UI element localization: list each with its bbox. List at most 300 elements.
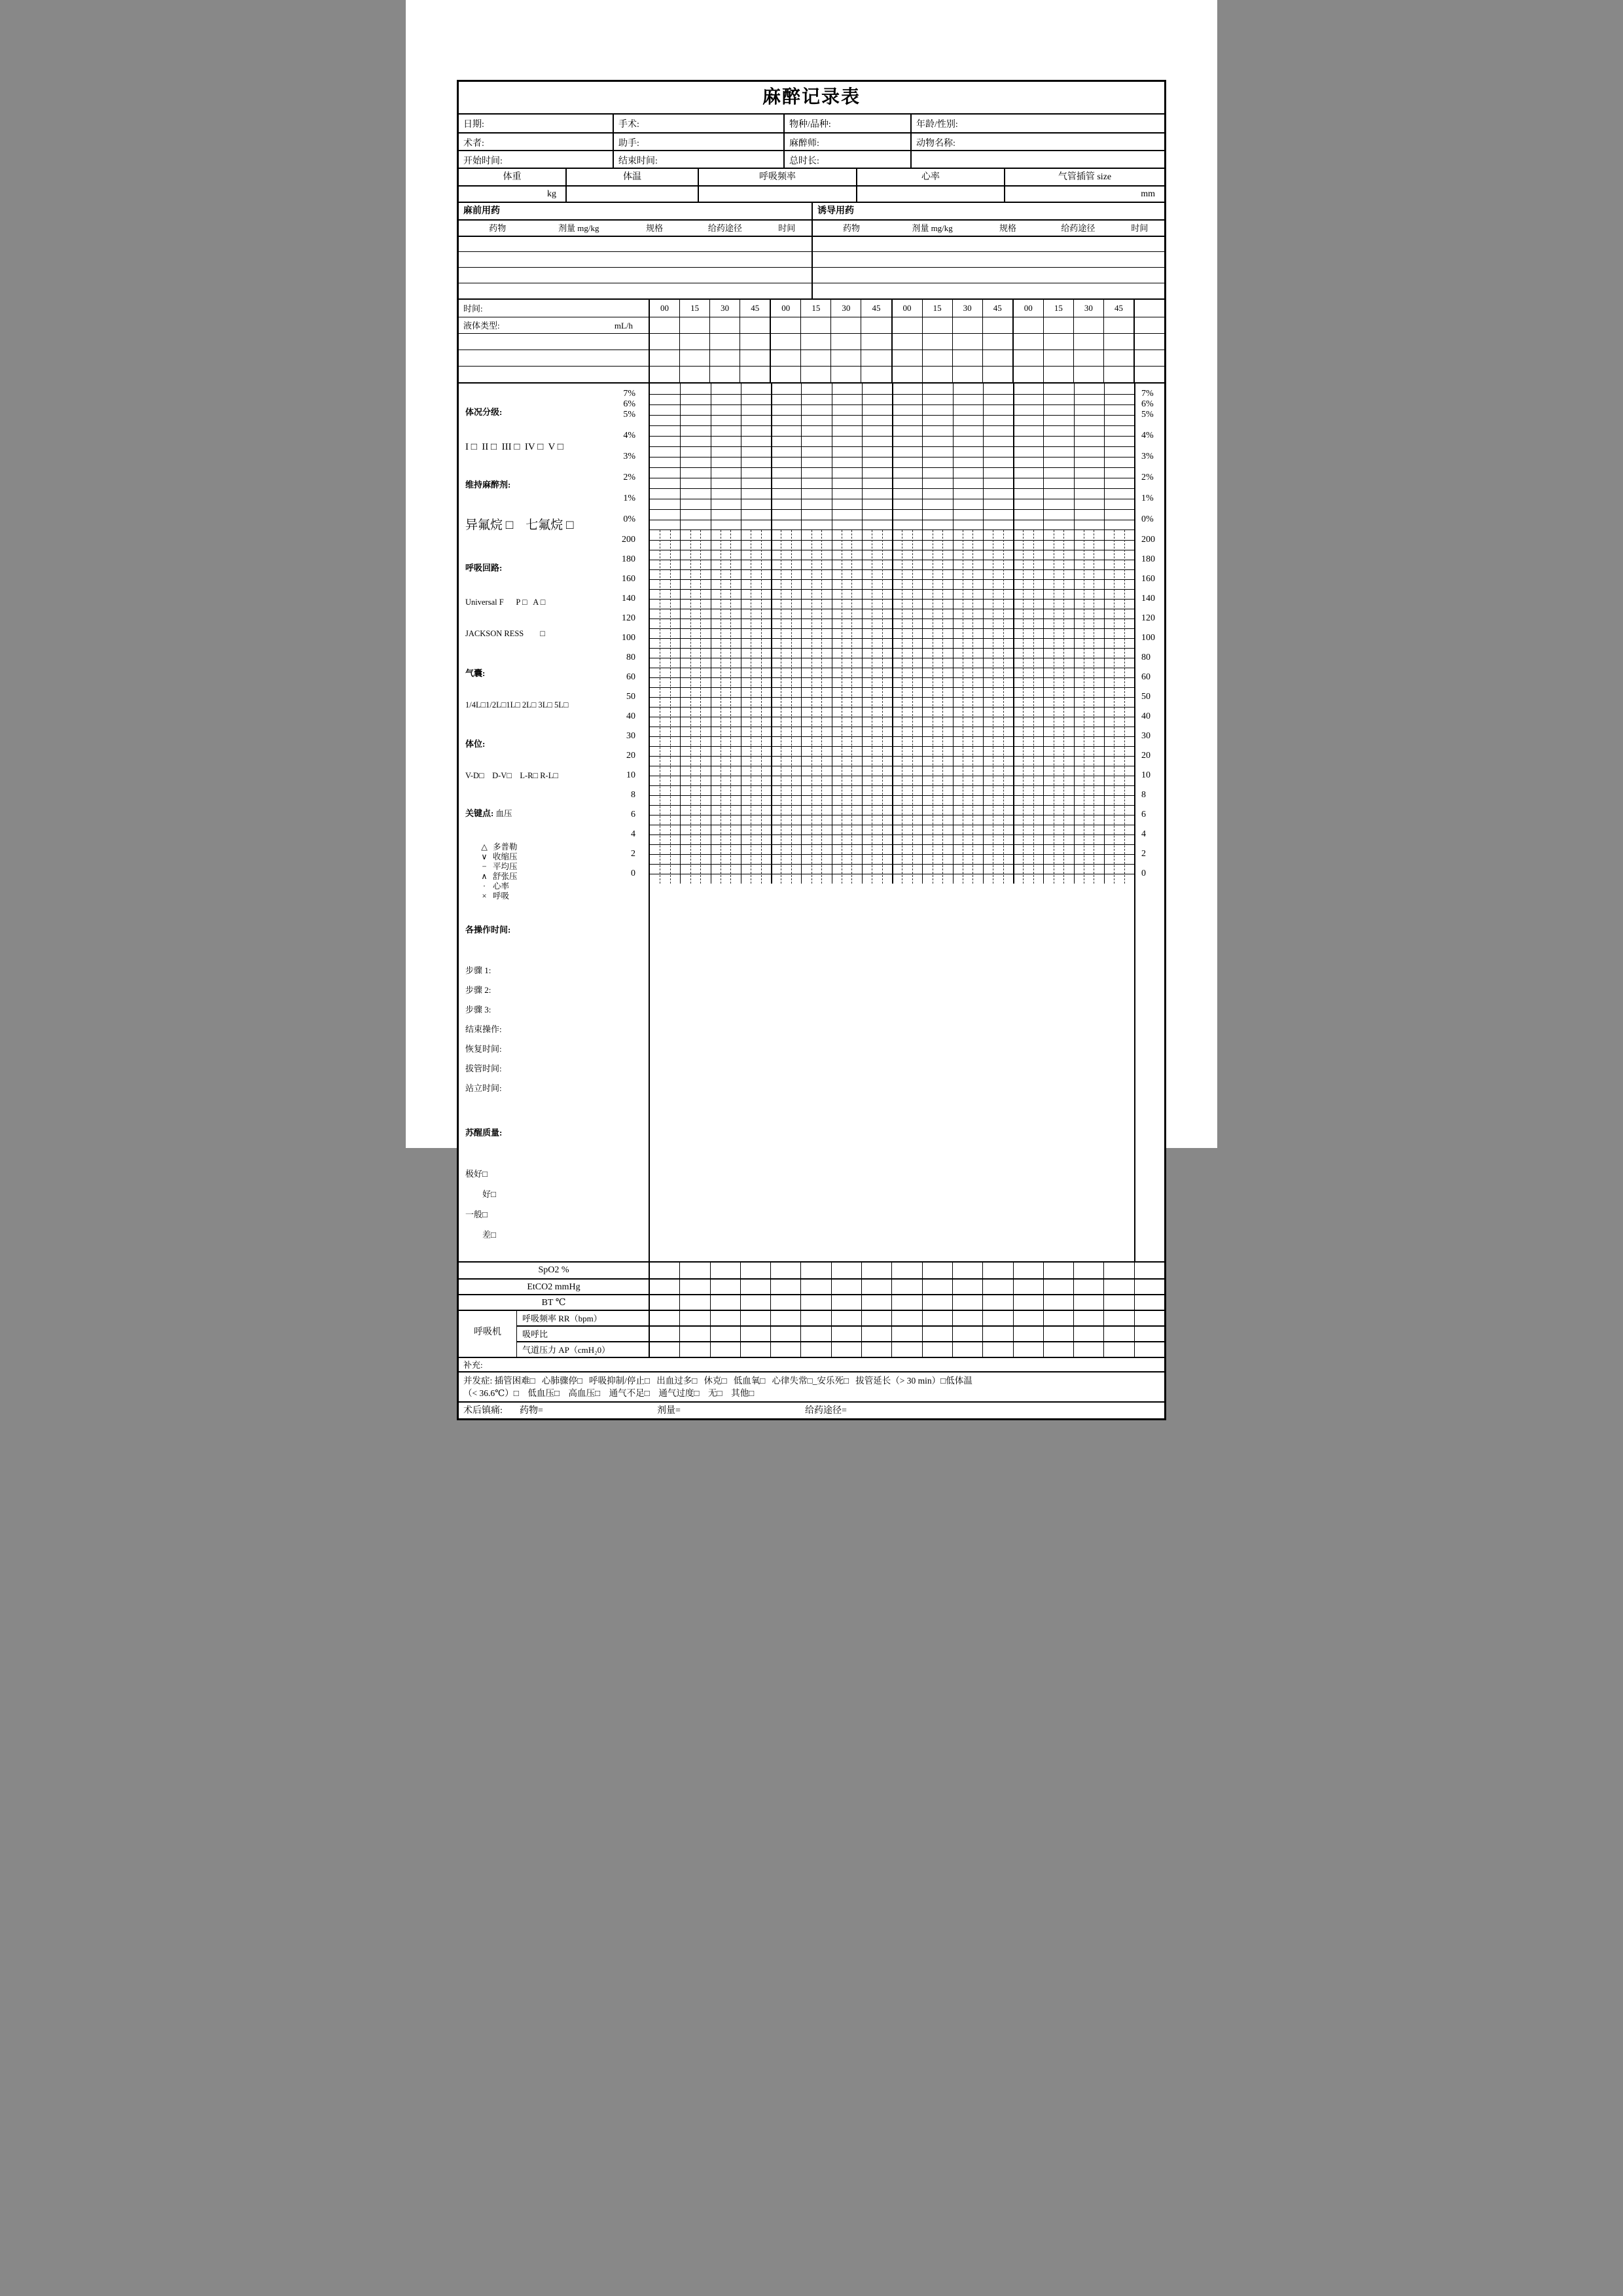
body-position-checkboxes[interactable]: V-D□ D-V□ L-R□ R-L□ — [465, 771, 558, 780]
monitor-value-cell[interactable] — [1043, 1295, 1073, 1310]
right-axis-value: 30 — [1141, 731, 1150, 741]
info-field-cell[interactable] — [459, 150, 613, 168]
info-field-cell[interactable] — [613, 150, 783, 168]
monitor-value-cell[interactable] — [1103, 1295, 1133, 1310]
induction-entry-cell[interactable] — [812, 268, 1164, 283]
grid-entry-cell[interactable] — [861, 350, 891, 366]
monitor-value-cell[interactable] — [891, 1327, 921, 1341]
maintenance-anesthetic-label: 维持麻醉剂: — [465, 480, 511, 490]
grid-entry-cell[interactable] — [891, 367, 922, 382]
monitor-value-cell[interactable] — [770, 1295, 800, 1310]
body-position-label: 体位: — [465, 739, 486, 749]
chart-five-min-dash-line — [1124, 530, 1125, 884]
grid-entry-cell[interactable] — [650, 334, 679, 350]
right-axis-value: 160 — [1141, 574, 1155, 584]
right-axis-value: 2% — [1141, 473, 1154, 482]
monitor-value-cell[interactable] — [710, 1295, 740, 1310]
monitor-value-cell[interactable] — [831, 1280, 861, 1294]
vital-value-cell[interactable]: mm — [1004, 185, 1164, 202]
left-axis-value: 8 — [631, 790, 635, 800]
percent-grid-column-line — [953, 384, 954, 529]
complications-line1[interactable]: 并发症: 插管困难□ 心肺骤停□ 呼吸抑制/停止□ 出血过多□ 休克□ 低血氧□ 心律失常□_安乐死□ 拔管延长（> 30 min）□低体温 — [463, 1376, 972, 1386]
monitor-value-cell[interactable] — [1043, 1311, 1073, 1325]
grid-entry-cell[interactable] — [922, 367, 952, 382]
monitor-value-cell[interactable] — [891, 1263, 921, 1278]
monitor-value-cell[interactable] — [891, 1342, 921, 1357]
percent-grid-column-line — [801, 384, 802, 529]
monitor-value-cell[interactable] — [1043, 1263, 1073, 1278]
maintenance-anesthetic-checkboxes[interactable]: 异氟烷 □ 七氟烷 □ — [465, 518, 574, 532]
monitor-row — [459, 1294, 1164, 1310]
monitor-value-cell[interactable] — [770, 1311, 800, 1325]
vital-value-cell[interactable]: kg — [459, 185, 565, 202]
monitor-value-cell[interactable] — [1073, 1327, 1103, 1341]
monitor-values-table — [459, 1261, 1164, 1357]
complications-row[interactable] — [459, 1371, 1164, 1401]
monitor-value-cell[interactable] — [770, 1342, 800, 1357]
monitor-value-cell[interactable] — [679, 1311, 709, 1325]
monitor-value-cell[interactable] — [650, 1263, 679, 1278]
time-header-cell — [1133, 300, 1164, 317]
time-header-cell: 30 — [709, 300, 740, 317]
grid-entry-cell[interactable] — [709, 334, 740, 350]
grid-entry-cell[interactable] — [650, 317, 679, 333]
monitor-value-cell[interactable] — [1043, 1280, 1073, 1294]
analgesia-drug-field[interactable]: 药物= — [520, 1406, 543, 1416]
vital-value-cell[interactable] — [565, 185, 698, 202]
medication-entry-rows — [459, 236, 1164, 298]
ventilator-param-label: 气道压力 AP（cmH₂0） — [517, 1341, 650, 1357]
grid-entry-cell[interactable] — [830, 334, 861, 350]
monitor-value-cell[interactable] — [982, 1342, 1012, 1357]
chart-five-min-dash-line — [761, 530, 762, 884]
monitor-value-cell[interactable] — [922, 1327, 952, 1341]
premed-entry-cell[interactable] — [459, 237, 812, 251]
grid-entry-cell[interactable] — [1012, 317, 1043, 333]
left-axis-value: 2 — [631, 849, 635, 859]
monitor-value-cell[interactable] — [740, 1327, 770, 1341]
monitor-value-cell[interactable] — [831, 1295, 861, 1310]
grid-entry-cell[interactable] — [650, 367, 679, 382]
induction-entry-cell[interactable] — [812, 283, 1164, 298]
time-header-cell: 30 — [830, 300, 861, 317]
recovery-quality-label: 苏醒质量: — [465, 1128, 503, 1138]
analgesia-dose-field[interactable]: 剂量= — [657, 1406, 681, 1416]
grid-entry-cell[interactable] — [922, 350, 952, 366]
monitor-value-cell[interactable] — [982, 1295, 1012, 1310]
monitor-value-cell[interactable] — [740, 1280, 770, 1294]
grid-entry-cell[interactable] — [800, 367, 830, 382]
monitor-row-cells — [650, 1310, 1164, 1325]
monitor-value-cell[interactable] — [982, 1263, 1012, 1278]
time-header-cell: 15 — [679, 300, 709, 317]
grid-entry-cell[interactable] — [1012, 367, 1043, 382]
grid-entry-cell[interactable] — [1133, 334, 1164, 350]
monitor-value-cell[interactable] — [710, 1311, 740, 1325]
quality-checkbox-option[interactable]: 一般□ — [465, 1210, 488, 1219]
monitor-value-cell[interactable] — [1103, 1342, 1133, 1357]
monitor-value-cell[interactable] — [952, 1263, 982, 1278]
monitor-value-cell[interactable] — [861, 1342, 891, 1357]
air-bag-checkboxes[interactable]: 1/4L□1/2L□1L□ 2L□ 3L□ 5L□ — [465, 700, 569, 709]
monitor-value-cell[interactable] — [650, 1311, 679, 1325]
monitor-value-cell[interactable] — [982, 1280, 1012, 1294]
left-axis-value: 50 — [626, 692, 635, 702]
right-axis-value: 60 — [1141, 672, 1150, 682]
grid-entry-cell[interactable] — [982, 334, 1012, 350]
grid-entry-cell[interactable] — [861, 317, 891, 333]
monitor-value-cell[interactable] — [1073, 1263, 1103, 1278]
legend-label: 平均压 — [493, 862, 518, 871]
monitor-value-cell[interactable] — [831, 1311, 861, 1325]
monitor-value-cell[interactable] — [1013, 1342, 1043, 1357]
monitor-value-cell[interactable] — [800, 1311, 830, 1325]
med-column-header: 剂量 mg/kg — [912, 223, 953, 233]
monitor-value-cell[interactable] — [710, 1280, 740, 1294]
grid-entry-cell[interactable] — [1012, 350, 1043, 366]
grid-entry-cell[interactable] — [922, 334, 952, 350]
chart-five-min-dash-line — [972, 530, 973, 884]
info-field-label: 总时长: — [789, 156, 819, 166]
percent-grid-column-line — [892, 384, 893, 529]
analgesia-route-field[interactable]: 给药途径= — [805, 1406, 847, 1416]
fluid-type-row — [459, 317, 1164, 333]
monitor-value-cell[interactable] — [831, 1263, 861, 1278]
monitor-value-cell[interactable] — [650, 1295, 679, 1310]
chart-grid-column-line — [771, 530, 772, 884]
chart-five-min-dash-line — [1114, 530, 1115, 884]
chart-five-min-dash-line — [1063, 530, 1064, 884]
monitor-value-cell[interactable] — [982, 1327, 1012, 1341]
info-field-cell[interactable] — [910, 150, 1164, 168]
operation-step-label: 步骤 3: — [465, 1005, 491, 1014]
grid-entry-cell[interactable] — [1043, 367, 1073, 382]
monitor-value-cell[interactable] — [679, 1280, 709, 1294]
percent-grid-column-line — [1013, 384, 1014, 529]
right-axis-value: 4% — [1141, 431, 1154, 440]
ventilator-row — [459, 1310, 1164, 1325]
grid-entry-cell[interactable] — [1043, 317, 1073, 333]
premed-entry-cell[interactable] — [459, 283, 812, 298]
legend-symbol: ∧ — [481, 872, 488, 881]
monitor-value-cell[interactable] — [679, 1263, 709, 1278]
monitor-value-cell[interactable] — [800, 1327, 830, 1341]
monitor-value-cell[interactable] — [1073, 1311, 1103, 1325]
monitor-value-cell[interactable] — [1103, 1327, 1133, 1341]
grid-entry-cell[interactable] — [679, 317, 709, 333]
vital-value-cell[interactable] — [698, 185, 856, 202]
monitor-value-cell[interactable] — [922, 1280, 952, 1294]
monitor-value-cell[interactable] — [952, 1342, 982, 1357]
grid-entry-cell[interactable] — [1103, 367, 1133, 382]
med-column-header: 给药途径 — [707, 223, 742, 233]
grid-entry-cell[interactable] — [709, 367, 740, 382]
monitor-value-cell[interactable] — [1134, 1295, 1164, 1310]
circuit-jackson-checkbox[interactable]: JACKSON RESS □ — [465, 629, 545, 638]
quality-checkbox-option[interactable]: 极好□ — [465, 1169, 488, 1179]
supplement-row[interactable]: 补充: — [459, 1357, 1164, 1371]
monitor-value-cell[interactable] — [740, 1311, 770, 1325]
grid-entry-cell[interactable] — [830, 317, 861, 333]
complications-line2[interactable]: （< 36.6℃）□ 低血压□ 高血压□ 通气不足□ 通气过度□ 无□ 其他□ — [463, 1388, 755, 1398]
chart-grid-column-line — [1013, 530, 1014, 884]
monitor-value-cell[interactable] — [740, 1342, 770, 1357]
monitor-value-cell[interactable] — [831, 1327, 861, 1341]
operation-step-label: 恢复时间: — [465, 1044, 502, 1054]
monitor-value-cell[interactable] — [952, 1295, 982, 1310]
vital-header-cell: 呼吸频率 — [698, 169, 856, 185]
fluid-entry-row-label — [459, 350, 650, 366]
legend-symbol: ∨ — [481, 852, 488, 861]
grid-entry-cell[interactable] — [1073, 350, 1103, 366]
grid-entry-cell[interactable] — [861, 334, 891, 350]
info-field-cell[interactable] — [783, 132, 910, 150]
monitor-value-cell[interactable] — [891, 1295, 921, 1310]
recovery-quality-checkboxes — [465, 1169, 649, 1240]
chart-five-min-dash-line — [730, 530, 731, 884]
grid-entry-cell[interactable] — [770, 334, 800, 350]
grid-entry-cell[interactable] — [830, 350, 861, 366]
grid-entry-cell[interactable] — [861, 367, 891, 382]
grid-entry-cell[interactable] — [982, 367, 1012, 382]
grid-entry-cell[interactable] — [952, 334, 982, 350]
operation-times-label: 各操作时间: — [465, 925, 511, 935]
monitor-value-cell[interactable] — [740, 1295, 770, 1310]
monitor-value-cell[interactable] — [952, 1280, 982, 1294]
grid-entry-cell[interactable] — [891, 317, 922, 333]
monitor-value-cell[interactable] — [710, 1327, 740, 1341]
grid-entry-cell[interactable] — [770, 367, 800, 382]
left-axis-value: 60 — [626, 672, 635, 682]
monitor-value-cell[interactable] — [770, 1280, 800, 1294]
time-fluid-grid — [459, 298, 1164, 382]
legend-label: 呼吸 — [493, 891, 510, 901]
monitor-value-cell[interactable] — [1043, 1342, 1073, 1357]
info-field-cell[interactable] — [459, 115, 613, 132]
grid-entry-cell[interactable] — [709, 317, 740, 333]
monitor-value-cell[interactable] — [1073, 1295, 1103, 1310]
monitor-value-cell[interactable] — [650, 1280, 679, 1294]
info-field-label: 助手: — [618, 139, 639, 149]
info-field-label: 术者: — [463, 139, 484, 149]
grid-entry-cell[interactable] — [1073, 334, 1103, 350]
grid-entry-cell[interactable] — [740, 367, 770, 382]
time-header-cell: 45 — [740, 300, 770, 317]
grid-entry-cell[interactable] — [709, 350, 740, 366]
monitor-value-cell[interactable] — [1013, 1311, 1043, 1325]
monitor-value-cell[interactable] — [861, 1280, 891, 1294]
monitor-value-cell[interactable] — [1134, 1342, 1164, 1357]
monitor-value-cell[interactable] — [1134, 1311, 1164, 1325]
right-axis-value: 180 — [1141, 554, 1155, 564]
grid-entry-cell[interactable] — [800, 334, 830, 350]
grid-entry-cell[interactable] — [1103, 317, 1133, 333]
monitor-value-cell[interactable] — [679, 1342, 709, 1357]
monitor-value-cell[interactable] — [952, 1311, 982, 1325]
percent-grid-column-line — [1104, 384, 1105, 529]
condition-grade-label: 体况分级: — [465, 407, 503, 417]
monitor-value-cell[interactable] — [770, 1263, 800, 1278]
operation-step-label: 站立时间: — [465, 1083, 502, 1093]
operation-step-lines — [465, 965, 649, 1094]
monitor-value-cell[interactable] — [861, 1311, 891, 1325]
chart-grid-column-line — [862, 530, 863, 884]
right-axis-value: 10 — [1141, 770, 1150, 780]
right-axis-value: 120 — [1141, 613, 1155, 623]
monitor-value-cell[interactable] — [1073, 1342, 1103, 1357]
anesthetic-percent-grid[interactable] — [650, 384, 1134, 530]
grid-entry-cell[interactable] — [770, 350, 800, 366]
grid-entry-cell[interactable] — [891, 334, 922, 350]
grid-entry-cell[interactable] — [891, 350, 922, 366]
monitor-value-cell[interactable] — [861, 1263, 891, 1278]
monitor-value-cell[interactable] — [1103, 1263, 1133, 1278]
analgesia-label: 术后镇痛: — [463, 1406, 503, 1416]
quality-checkbox-option[interactable]: 差□ — [482, 1230, 496, 1240]
monitor-value-cell[interactable] — [800, 1263, 830, 1278]
quality-checkbox-option[interactable]: 好□ — [482, 1189, 496, 1199]
grid-entry-cell[interactable] — [982, 350, 1012, 366]
grid-entry-cell[interactable] — [650, 350, 679, 366]
info-field-cell[interactable] — [459, 132, 613, 150]
left-axis-value: 2% — [623, 473, 635, 482]
monitor-value-cell[interactable] — [710, 1342, 740, 1357]
grid-entry-cell[interactable] — [1133, 367, 1164, 382]
circuit-universal-checkboxes[interactable]: Universal F P □ A □ — [465, 598, 546, 607]
fluid-entry-row-cells — [650, 367, 1164, 382]
left-axis-value: 160 — [622, 574, 635, 584]
grid-entry-cell[interactable] — [952, 317, 982, 333]
monitor-value-cell[interactable] — [922, 1263, 952, 1278]
monitor-value-cell[interactable] — [831, 1342, 861, 1357]
monitor-value-cell[interactable] — [891, 1311, 921, 1325]
monitor-value-cell[interactable] — [922, 1342, 952, 1357]
time-header-cell: 45 — [982, 300, 1012, 317]
monitor-value-cell[interactable] — [1134, 1280, 1164, 1294]
monitor-value-cell[interactable] — [861, 1327, 891, 1341]
medication-entry-row — [459, 251, 1164, 267]
right-axis-value: 0% — [1141, 514, 1154, 524]
postop-analgesia-row[interactable] — [459, 1401, 1164, 1418]
induction-entry-cell[interactable] — [812, 252, 1164, 267]
grid-entry-cell[interactable] — [952, 350, 982, 366]
grid-entry-cell[interactable] — [740, 334, 770, 350]
grid-entry-cell[interactable] — [770, 317, 800, 333]
grid-entry-cell[interactable] — [1133, 317, 1164, 333]
grid-entry-cell[interactable] — [740, 317, 770, 333]
grid-entry-cell[interactable] — [1043, 334, 1073, 350]
monitor-value-cell[interactable] — [1103, 1311, 1133, 1325]
operation-step-label: 步骤 2: — [465, 985, 491, 995]
info-field-cell[interactable] — [910, 132, 1164, 150]
monitor-value-cell[interactable] — [1013, 1295, 1043, 1310]
legend-label: 多普勒 — [493, 842, 518, 852]
monitor-value-cell[interactable] — [1103, 1280, 1133, 1294]
monitor-value-cell[interactable] — [800, 1280, 830, 1294]
monitor-value-cell[interactable] — [982, 1311, 1012, 1325]
info-field-cell[interactable] — [613, 132, 783, 150]
monitor-value-cell[interactable] — [952, 1327, 982, 1341]
info-field-label: 物种/品种: — [789, 120, 831, 130]
monitor-value-cell[interactable] — [1134, 1327, 1164, 1341]
right-axis-value: 140 — [1141, 594, 1155, 603]
grid-entry-cell[interactable] — [800, 317, 830, 333]
grid-entry-cell[interactable] — [679, 350, 709, 366]
monitor-value-cell[interactable] — [1013, 1327, 1043, 1341]
monitor-value-cell[interactable] — [650, 1327, 679, 1341]
monitor-value-cell[interactable] — [922, 1295, 952, 1310]
grid-entry-cell[interactable] — [1073, 367, 1103, 382]
grid-entry-cell[interactable] — [1012, 334, 1043, 350]
grid-entry-cell[interactable] — [1103, 350, 1133, 366]
grid-entry-cell[interactable] — [800, 350, 830, 366]
grid-entry-cell[interactable] — [679, 367, 709, 382]
monitor-value-cell[interactable] — [679, 1295, 709, 1310]
monitor-value-cell[interactable] — [679, 1327, 709, 1341]
grid-entry-cell[interactable] — [922, 317, 952, 333]
info-field-cell[interactable] — [910, 115, 1164, 132]
induction-entry-cell[interactable] — [812, 237, 1164, 251]
monitor-value-cell[interactable] — [800, 1342, 830, 1357]
grid-entry-cell[interactable] — [1073, 317, 1103, 333]
grid-entry-cell[interactable] — [1043, 350, 1073, 366]
condition-grade-checkboxes[interactable]: I □ II □ III □ IV □ V □ — [465, 442, 563, 452]
vitals-trend-grid[interactable] — [650, 530, 1134, 884]
med-column-header: 给药途径 — [1061, 223, 1096, 233]
monitor-value-cell[interactable] — [861, 1295, 891, 1310]
grid-entry-cell[interactable] — [982, 317, 1012, 333]
monitor-value-cell[interactable] — [922, 1311, 952, 1325]
monitor-value-cell[interactable] — [891, 1280, 921, 1294]
monitor-value-cell[interactable] — [1013, 1280, 1043, 1294]
monitor-value-cell[interactable] — [650, 1342, 679, 1357]
monitor-value-cell[interactable] — [1134, 1263, 1164, 1278]
operation-step-label: 结束操作: — [465, 1024, 502, 1034]
grid-entry-cell[interactable] — [830, 367, 861, 382]
monitor-value-cell[interactable] — [740, 1263, 770, 1278]
vital-value-cell[interactable] — [856, 185, 1004, 202]
medication-entry-row — [459, 236, 1164, 251]
medication-entry-row — [459, 267, 1164, 283]
ventilator-row — [459, 1325, 1164, 1341]
right-axis-scale — [1134, 384, 1164, 1261]
info-field-cell[interactable] — [783, 115, 910, 132]
grid-entry-cell[interactable] — [1103, 334, 1133, 350]
monitor-value-cell[interactable] — [800, 1295, 830, 1310]
left-axis-value: 200 — [622, 535, 635, 545]
air-bag-label: 气囊: — [465, 668, 486, 678]
operation-step-label: 步骤 1: — [465, 965, 491, 975]
grid-entry-cell[interactable] — [1133, 350, 1164, 366]
time-header-cell: 30 — [952, 300, 982, 317]
monitor-value-cell[interactable] — [770, 1327, 800, 1341]
monitor-value-cell[interactable] — [710, 1263, 740, 1278]
info-field-cell[interactable] — [783, 150, 910, 168]
info-field-cell[interactable] — [613, 115, 783, 132]
monitor-value-cell[interactable] — [1073, 1280, 1103, 1294]
premed-entry-cell[interactable] — [459, 268, 812, 283]
grid-entry-cell[interactable] — [740, 350, 770, 366]
left-axis-value: 4 — [631, 829, 635, 839]
operation-step-label: 拔管时间: — [465, 1064, 502, 1073]
premed-entry-cell[interactable] — [459, 252, 812, 267]
legend-symbol: △ — [481, 842, 488, 852]
grid-entry-cell[interactable] — [952, 367, 982, 382]
grid-entry-cell[interactable] — [679, 334, 709, 350]
monitor-value-cell[interactable] — [1013, 1263, 1043, 1278]
monitor-value-cell[interactable] — [1043, 1327, 1073, 1341]
time-header-cell: 15 — [922, 300, 952, 317]
